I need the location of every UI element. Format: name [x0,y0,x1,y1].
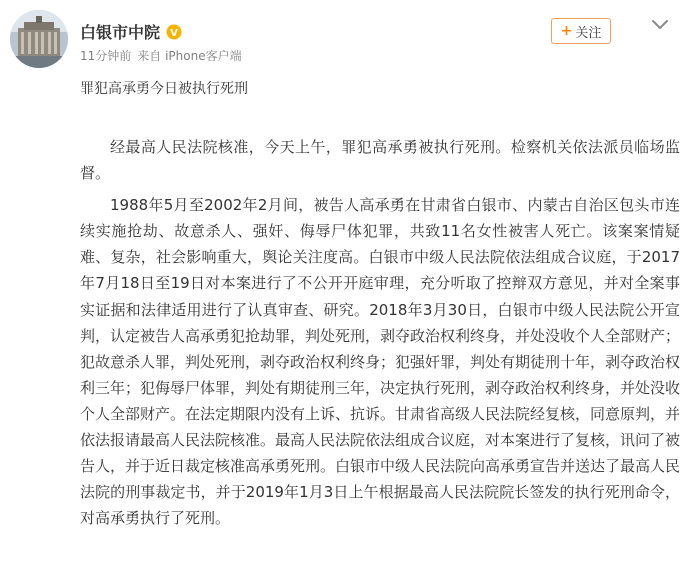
court-building-image [10,10,68,68]
chevron-down-icon[interactable] [651,16,669,28]
post-paragraph: 经最高人民法院核准，今天上午，罪犯高承勇被执行死刑。检察机关依法派员临场监督。 [80,138,680,183]
account-name[interactable]: 白银市中院 [80,23,161,42]
verified-badge-icon [166,24,182,40]
post-time[interactable]: 11分钟前 [80,49,132,63]
avatar[interactable] [10,10,68,68]
account-name-row [80,20,182,43]
post-source: 来自 iPhone客户端 [137,49,242,63]
post-title: 罪犯高承勇今日被执行死刑 [80,81,248,97]
plus-icon: + [560,23,573,39]
post-body [80,134,680,531]
post-header [0,0,690,70]
svg-text:V: V [170,27,178,39]
post-meta [80,47,248,64]
follow-label: 关注 [575,25,602,41]
post-paragraph: 1988年5月至2002年2月间，被告人高承勇在甘肃省白银市、内蒙古自治区包头市连续实施抢劫、故意杀人、强奸、侮辱尸体犯罪，共致11名女性被害人死亡。该案案情疑难、复杂，社会影响重大，舆论关注度高。白银市中级人民法院依法组成合议庭，于2017年7月18日至19日对本案进行了不公开开庭审理，充分听取了控辩双方意见，并对全案事实证据和法律适用进行了认真审查、研究。2018年3月30日，白银市中级人民法院公开宣判，认定被告人高承勇犯抢劫罪，判处死刑，剥夺政治权利终身，并处没收个人全部财产；犯故意杀人罪，判处死刑，剥夺政治权利终身；犯强奸罪，判处有期徒刑十年，剥夺政治权利三年；犯侮辱尸体罪，判处有期徒刑三年，决定执行死刑，剥夺政治权利终身，并处没收个人全部财产。在法定期限内没有上诉、抗诉。甘肃省高级人民法院经复核，同意原判，并依法报请最高人民法院核准。最高人民法院依法组成合议庭，对本案进行了复核，讯问了被告人，并于近日裁定核准高承勇死刑。白银市中级人民法院向高承勇宣告并送达了最高人民法院的刑事裁定书，并于2019年1月3日上午根据最高人民法院院长签发的执行死刑命令，对高承勇执行了死刑。 [80,196,681,528]
follow-button[interactable] [551,18,611,44]
